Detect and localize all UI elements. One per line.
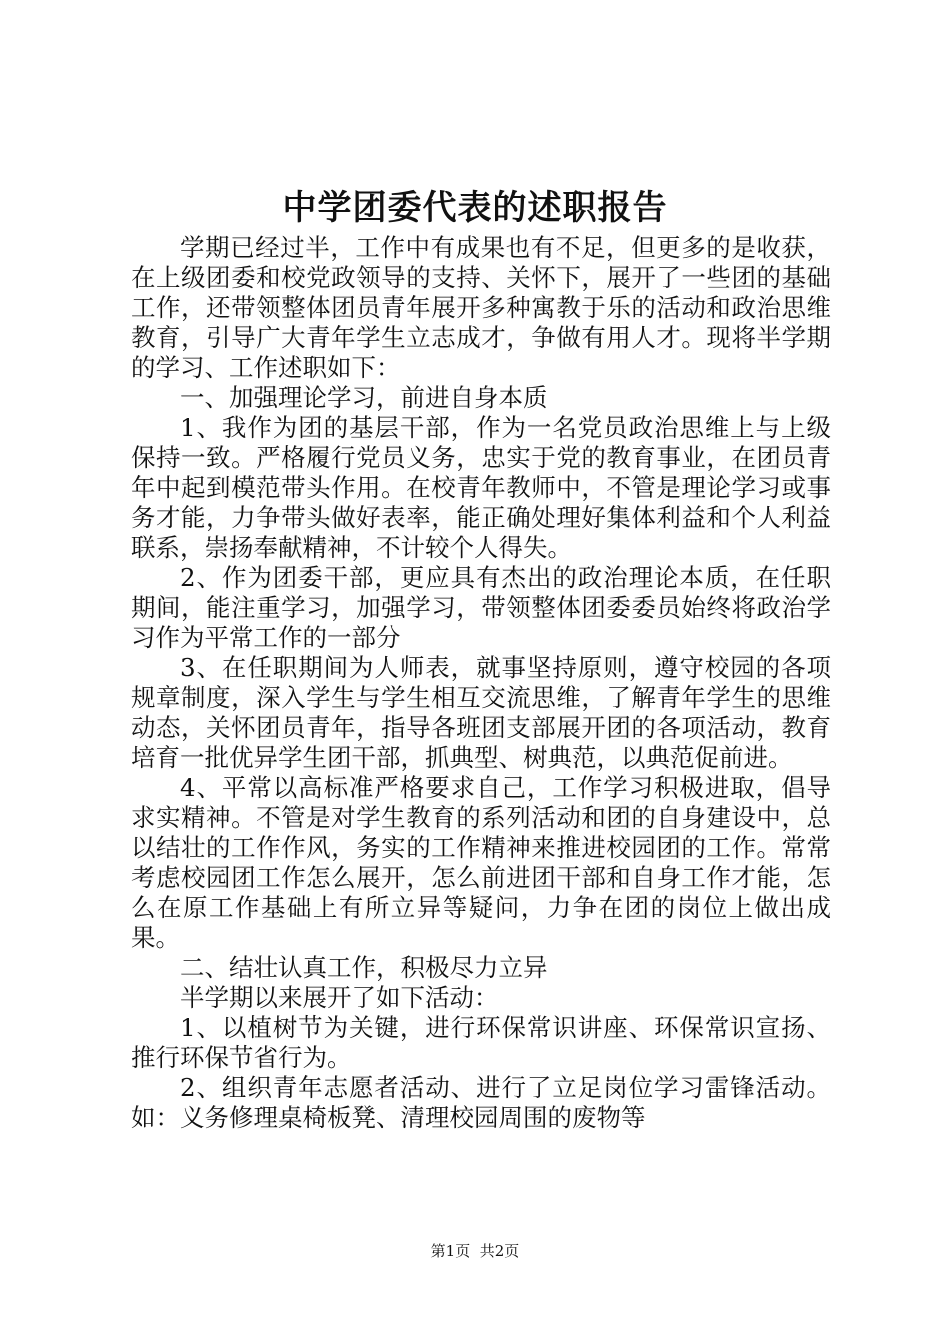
page-number: 第1页 xyxy=(430,1242,471,1260)
section-heading: 二、结壮认真工作，积极尽力立异 xyxy=(180,953,548,982)
paragraph: 半学期以来展开了如下活动： xyxy=(180,983,499,1012)
page-total: 共2页 xyxy=(479,1242,520,1260)
document-title: 中学团委代表的述职报告 xyxy=(282,188,668,228)
paragraph: 2、组织青年志愿者活动、进行了立足岗位学习雷锋活动。如：义务修理桌椅板凳、清理校园周围的废物等 xyxy=(131,1073,831,1132)
paragraph: 4、平常以高标准严格要求自己，工作学习积极进取，倡导求实精神。不管是对学生教育的系列活动和团的自身建设中，总以结壮的工作作风，务实的工作精神来推进校园团的工作。常常考虑校园团工作怎么展开，怎么前进团干部和自身工作才能，怎么在原工作基础上有所立异等疑问，力争在团的岗位上做出成果。 xyxy=(131,773,831,952)
paragraph: 1、以植树节为关键，进行环保常识讲座、环保常识宣扬、推行环保节省行为。 xyxy=(131,1013,831,1072)
document-body xyxy=(131,233,831,1133)
paragraph: 学期已经过半，工作中有成果也有不足，但更多的是收获，在上级团委和校党政领导的支持、关怀下，展开了一些团的基础工作，还带领整体团员青年展开多种寓教于乐的活动和政治思维教育，引导广大青年学生立志成才，争做有用人才。现将半学期的学习、工作述职如下： xyxy=(131,233,831,382)
section-heading: 一、加强理论学习，前进自身本质 xyxy=(180,383,548,412)
page-footer xyxy=(0,1241,950,1261)
paragraph: 3、在任职期间为人师表，就事坚持原则，遵守校园的各项规章制度，深入学生与学生相互交流思维，了解青年学生的思维动态，关怀团员青年，指导各班团支部展开团的各项活动，教育培育一批优异学生团干部，抓典型、树典范，以典范促前进。 xyxy=(131,653,831,772)
paragraph: 1、我作为团的基层干部，作为一名党员政治思维上与上级保持一致。严格履行党员义务，忠实于党的教育事业，在团员青年中起到模范带头作用。在校青年教师中，不管是理论学习或事务才能，力争带头做好表率，能正确处理好集体利益和个人利益联系，崇扬奉献精神，不计较个人得失。 xyxy=(131,413,831,562)
paragraph: 2、作为团委干部，更应具有杰出的政治理论本质，在任职期间，能注重学习，加强学习，带领整体团委委员始终将政治学习作为平常工作的一部分 xyxy=(131,563,831,652)
